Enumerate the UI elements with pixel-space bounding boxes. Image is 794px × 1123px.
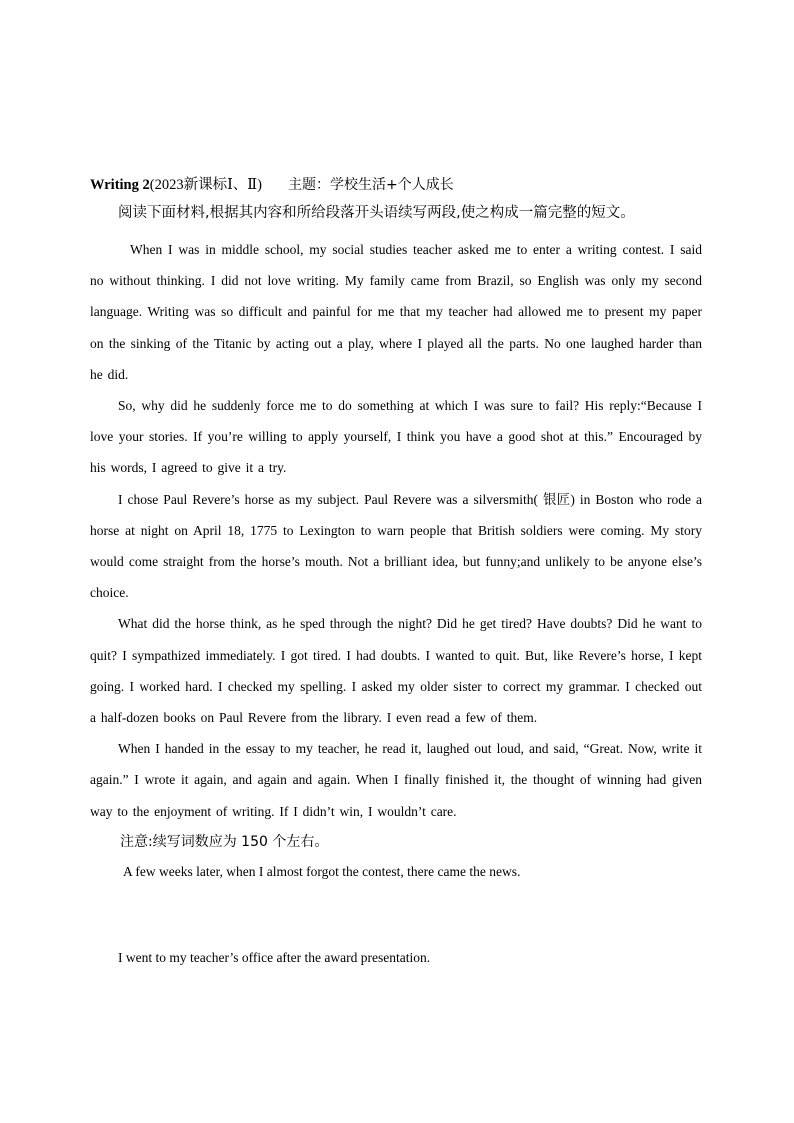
exercise-source: (2023新课标Ⅰ、Ⅱ) [149,177,262,193]
paragraph-starter-1: A few weeks later, when I almost forgot the contest, there came the news. [123,863,521,879]
story-paragraph-3: I chose Paul Revere’s horse as my subject. Paul Revere was a silversmith( 银匠) in Boston who rode a horse at night on April 18, 1775 to Lexington to warn people that British soldiers were coming. My story would come straight from the horse’s mouth. Not a brilliant idea, but funny;and unlikely to be anyone else’s choice. [90,491,702,601]
story-paragraph-4: What did the horse think, as he sped through the night? Did he get tired? Have doubts? Did he want to quit? I sympathized immediately. I got tired. I had doubts. I wanted to quit. But, like Revere’s horse, I kept going. I worked hard. I checked my spelling. I asked my older sister to correct my grammar. I checked out a half-dozen books on Paul Revere from the library. I even read a few of them. [90,616,702,726]
word-count-note: 注意:续写词数应为 150 个左右。 [120,833,329,850]
exercise-heading [90,172,702,198]
paragraph-starter-2: I went to my teacher’s office after the award presentation. [118,949,431,965]
story-paragraph-5: When I handed in the essay to my teacher, he read it, laughed out loud, and said, “Great. Now, write it again.” I wrote it again, and again and again. When I finally finished it, the thought of winning had given way to the enjoyment of writing. If I didn’t win, I wouldn’t care. [90,741,702,819]
task-instruction: 阅读下面材料,根据其内容和所给段落开头语续写两段,使之构成一篇完整的短文。 [118,205,635,221]
story-paragraph-2: So, why did he suddenly force me to do something at which I was sure to fail? His reply:“Because I love your stories. If you’re willing to apply yourself, I think you have a good shot at this.” Encouraged by his words, I agreed to give it a try. [90,398,702,476]
exercise-label: Writing 2 [90,177,150,193]
document-page [90,172,702,973]
exercise-topic: 主题：学校生活+个人成长 [288,177,454,193]
story-paragraph-1: When I was in middle school, my social studies teacher asked me to enter a writing contest. I said no without thinking. I did not love writing. My family came from Brazil, so English was only my second language. Writing was so difficult and painful for me that my teacher had allowed me to present my paper on the sinking of the Titanic by acting out a play, where I played all the parts. No one laughed harder than he did. [90,242,702,382]
